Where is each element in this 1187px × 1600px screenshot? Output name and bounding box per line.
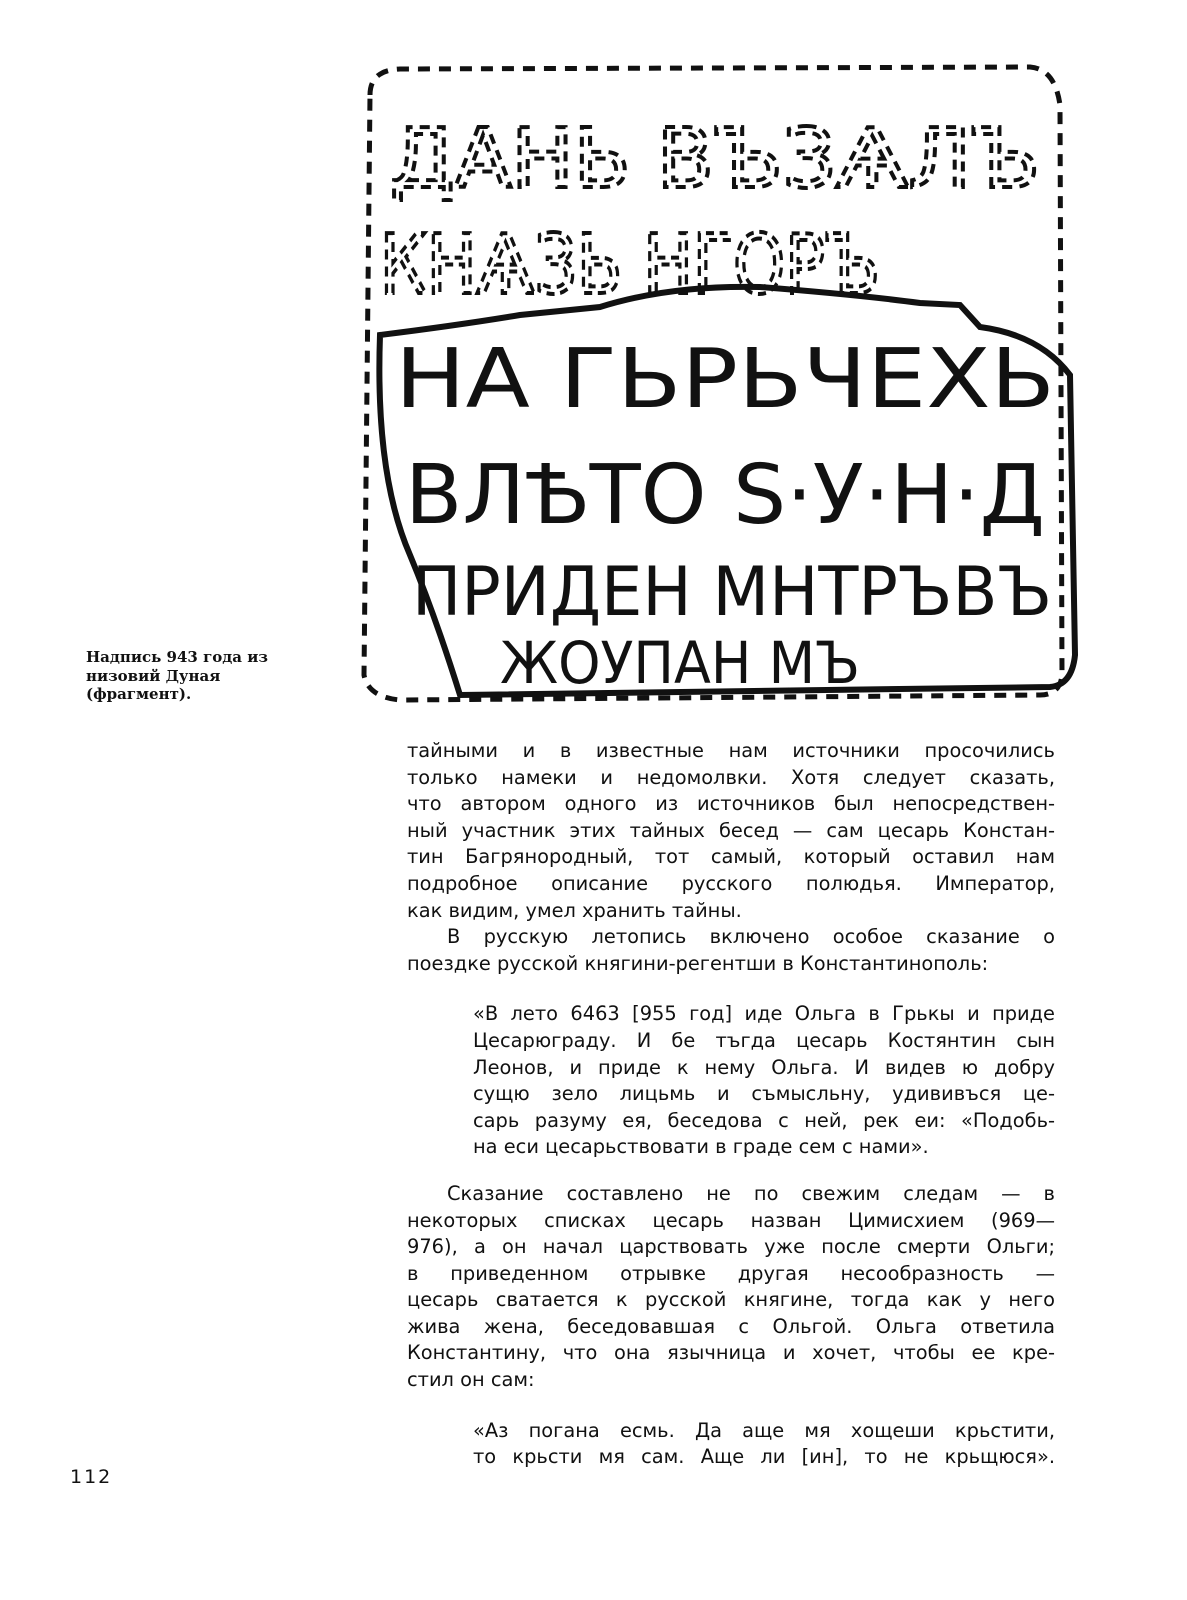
- text-line: поездке русской княгини-регентши в Константинополь:: [407, 951, 989, 975]
- text-line: только намеки и недомолвки. Хотя следует сказать,: [407, 765, 1055, 789]
- text-line: Леонов, и приде к нему Ольга. И видев ю добру: [473, 1055, 1055, 1079]
- inscription-figure: [340, 55, 1080, 715]
- text-line: сущю зело лицьмь и съмысльну, удививъся це-: [473, 1082, 1055, 1106]
- text-line: тайными и в известные нам источники просочились: [407, 739, 1055, 762]
- inscription-line-2: КНѦЗЬ НГОРЪ: [380, 218, 880, 313]
- quote-1: [473, 1001, 1055, 1161]
- text-line: В русскую летопись включено особое сказание о: [447, 925, 1055, 949]
- caption-line: Надпись 943 года из: [86, 648, 268, 666]
- inscription-line-4: ВЛѢТО Ѕ·У·Н·Д: [405, 448, 1045, 543]
- text-line: стил он сам:: [407, 1368, 535, 1392]
- text-line: жива жена, беседовавшая с Ольгой. Ольга ответила: [407, 1314, 1055, 1338]
- main-text: [407, 738, 1055, 1471]
- text-line: 976), а он начал царствовать уже после смерти Ольги;: [407, 1235, 1055, 1259]
- page-number: 112: [70, 1466, 113, 1488]
- text-line: в приведенном отрывке другая несообразность —: [407, 1261, 1055, 1285]
- text-line: Сказание составлено не по свежим следам — в: [447, 1181, 1055, 1205]
- text-line: ный участник этих тайных бесед — сам цесарь Констан-: [407, 818, 1055, 842]
- text-line: цесарь сватается к русской княгине, тогда как у него: [407, 1288, 1055, 1312]
- text-line: Цесарюграду. И бе тъгда цесарь Костянтин сын: [473, 1028, 1055, 1052]
- text-line: тин Багрянородный, тот самый, который оставил нам: [407, 845, 1055, 869]
- text-line: что автором одного из источников был непосредствен-: [407, 792, 1055, 816]
- quote-2: [473, 1418, 1055, 1471]
- paragraph-2: [407, 924, 1055, 977]
- text-line: то крьсти мя сам. Аще ли [ин], то не крьщюся».: [473, 1445, 1055, 1469]
- text-line: «Аз погана есмь. Да аще мя хощеши крьстити,: [473, 1418, 1055, 1442]
- text-line: подробное описание русского полюдья. Император,: [407, 871, 1055, 895]
- inscription-line-5: ПРИДЕН МНТРЪВЪ: [412, 553, 1052, 632]
- figure-caption: [86, 648, 326, 704]
- text-line: некоторых списках цесарь назван Цимисхием (969—: [407, 1208, 1055, 1232]
- caption-line: низовий Дуная: [86, 666, 221, 685]
- inscription-line-6: ЖОУПАН МЪ: [500, 629, 860, 697]
- caption-line: (фрагмент).: [86, 685, 192, 703]
- inscription-line-1: ДАНЬ ВЪЗѦЛЪ: [390, 112, 1040, 207]
- text-line: «В лето 6463 [955 год] иде Ольга в Грькы и приде: [473, 1002, 1055, 1026]
- text-line: сарь разуму ея, беседова с ней, рек еи: «Подобь-: [473, 1108, 1055, 1132]
- paragraph-1: [407, 738, 1055, 924]
- text-line: на еси цесарьствовати в граде сем с нами».: [473, 1135, 929, 1159]
- text-line: как видим, умел хранить тайны.: [407, 898, 742, 922]
- inscription-drawing: [340, 55, 1080, 715]
- paragraph-3: [407, 1181, 1055, 1394]
- text-line: Константину, что она язычница и хочет, чтобы ее кре-: [407, 1341, 1055, 1365]
- inscription-line-3: НА ГЬРЬЧЕХЬ: [395, 332, 1055, 427]
